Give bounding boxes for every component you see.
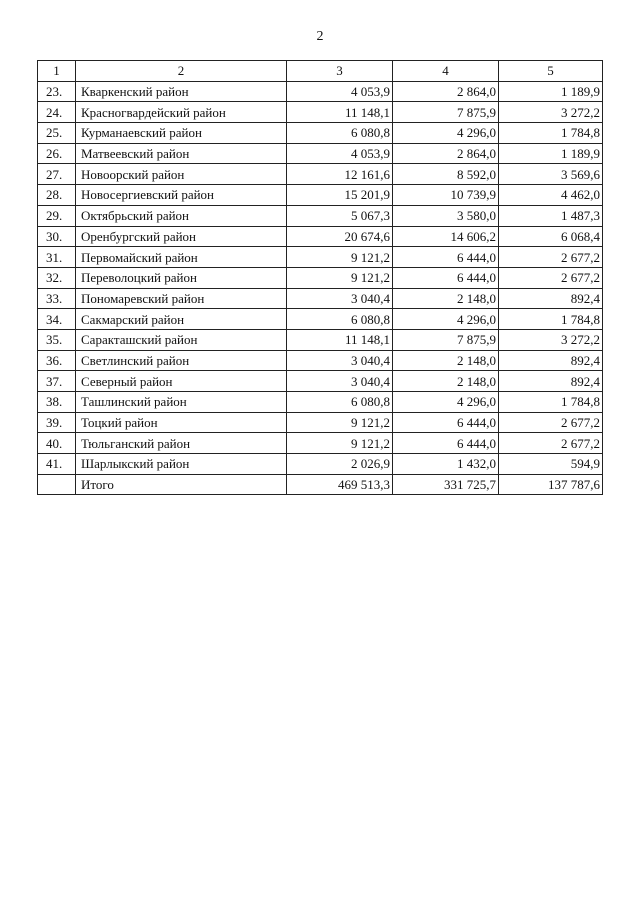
total-label: Итого — [76, 474, 287, 495]
header-row — [38, 61, 603, 82]
column-header: 3 — [287, 61, 393, 82]
value-col-4: 3 580,0 — [393, 205, 499, 226]
value-col-4: 8 592,0 — [393, 164, 499, 185]
table-row — [38, 143, 603, 164]
district-name: Тюльганский район — [76, 433, 287, 454]
value-col-3: 12 161,6 — [287, 164, 393, 185]
district-name: Саракташский район — [76, 329, 287, 350]
value-col-5: 2 677,2 — [499, 247, 603, 268]
district-name: Первомайский район — [76, 247, 287, 268]
total-col-5: 137 787,6 — [499, 474, 603, 495]
table-row — [38, 247, 603, 268]
value-col-5: 3 272,2 — [499, 102, 603, 123]
district-name: Новосергиевский район — [76, 185, 287, 206]
row-number: 33. — [38, 288, 76, 309]
value-col-3: 9 121,2 — [287, 412, 393, 433]
column-header: 4 — [393, 61, 499, 82]
row-number: 40. — [38, 433, 76, 454]
district-name: Ташлинский район — [76, 392, 287, 413]
district-name: Пономаревский район — [76, 288, 287, 309]
value-col-5: 892,4 — [499, 371, 603, 392]
value-col-4: 1 432,0 — [393, 454, 499, 475]
value-col-5: 892,4 — [499, 350, 603, 371]
value-col-4: 10 739,9 — [393, 185, 499, 206]
value-col-4: 2 148,0 — [393, 350, 499, 371]
district-name: Матвеевский район — [76, 143, 287, 164]
district-name: Новоорский район — [76, 164, 287, 185]
value-col-5: 3 272,2 — [499, 329, 603, 350]
value-col-5: 1 784,8 — [499, 392, 603, 413]
row-number: 24. — [38, 102, 76, 123]
value-col-3: 4 053,9 — [287, 81, 393, 102]
column-header: 2 — [76, 61, 287, 82]
table-row — [38, 81, 603, 102]
district-name: Красногвардейский район — [76, 102, 287, 123]
value-col-5: 1 189,9 — [499, 81, 603, 102]
value-col-3: 5 067,3 — [287, 205, 393, 226]
value-col-3: 9 121,2 — [287, 433, 393, 454]
total-col-4: 331 725,7 — [393, 474, 499, 495]
value-col-5: 1 784,8 — [499, 309, 603, 330]
row-number: 29. — [38, 205, 76, 226]
value-col-3: 9 121,2 — [287, 247, 393, 268]
value-col-5: 2 677,2 — [499, 433, 603, 454]
value-col-5: 4 462,0 — [499, 185, 603, 206]
table-row — [38, 288, 603, 309]
value-col-5: 1 487,3 — [499, 205, 603, 226]
table-body — [38, 61, 603, 495]
page-number: 2 — [316, 29, 324, 44]
value-col-4: 6 444,0 — [393, 247, 499, 268]
district-name: Переволоцкий район — [76, 267, 287, 288]
value-col-4: 7 875,9 — [393, 329, 499, 350]
district-name: Кваркенский район — [76, 81, 287, 102]
value-col-4: 6 444,0 — [393, 433, 499, 454]
value-col-3: 3 040,4 — [287, 371, 393, 392]
value-col-4: 14 606,2 — [393, 226, 499, 247]
data-table — [37, 60, 603, 495]
district-name: Курманаевский район — [76, 123, 287, 144]
total-row — [38, 474, 603, 495]
row-number: 30. — [38, 226, 76, 247]
district-name: Оренбургский район — [76, 226, 287, 247]
row-number: 37. — [38, 371, 76, 392]
table-row — [38, 102, 603, 123]
row-number: 31. — [38, 247, 76, 268]
value-col-4: 6 444,0 — [393, 267, 499, 288]
row-number: 41. — [38, 454, 76, 475]
row-number: 32. — [38, 267, 76, 288]
column-header: 1 — [38, 61, 76, 82]
value-col-5: 892,4 — [499, 288, 603, 309]
value-col-4: 6 444,0 — [393, 412, 499, 433]
value-col-4: 7 875,9 — [393, 102, 499, 123]
table-row — [38, 433, 603, 454]
value-col-3: 11 148,1 — [287, 102, 393, 123]
value-col-3: 6 080,8 — [287, 392, 393, 413]
value-col-4: 2 148,0 — [393, 288, 499, 309]
row-number: 28. — [38, 185, 76, 206]
value-col-3: 2 026,9 — [287, 454, 393, 475]
value-col-3: 11 148,1 — [287, 329, 393, 350]
value-col-3: 9 121,2 — [287, 267, 393, 288]
district-name: Шарлыкский район — [76, 454, 287, 475]
district-name: Северный район — [76, 371, 287, 392]
district-name: Октябрьский район — [76, 205, 287, 226]
value-col-5: 3 569,6 — [499, 164, 603, 185]
value-col-3: 3 040,4 — [287, 350, 393, 371]
value-col-4: 4 296,0 — [393, 309, 499, 330]
row-number: 34. — [38, 309, 76, 330]
table-row — [38, 371, 603, 392]
row-number: 25. — [38, 123, 76, 144]
table-row — [38, 123, 603, 144]
table-row — [38, 309, 603, 330]
value-col-5: 1 784,8 — [499, 123, 603, 144]
value-col-5: 1 189,9 — [499, 143, 603, 164]
row-number: 36. — [38, 350, 76, 371]
table-row — [38, 454, 603, 475]
table-row — [38, 205, 603, 226]
value-col-5: 2 677,2 — [499, 412, 603, 433]
value-col-4: 2 864,0 — [393, 143, 499, 164]
value-col-5: 6 068,4 — [499, 226, 603, 247]
district-name: Светлинский район — [76, 350, 287, 371]
total-number — [38, 474, 76, 495]
total-col-3: 469 513,3 — [287, 474, 393, 495]
row-number: 39. — [38, 412, 76, 433]
table-row — [38, 392, 603, 413]
value-col-5: 594,9 — [499, 454, 603, 475]
value-col-4: 4 296,0 — [393, 392, 499, 413]
row-number: 38. — [38, 392, 76, 413]
table-row — [38, 185, 603, 206]
district-name: Сакмарский район — [76, 309, 287, 330]
table-row — [38, 226, 603, 247]
value-col-3: 6 080,8 — [287, 309, 393, 330]
value-col-3: 6 080,8 — [287, 123, 393, 144]
table-row — [38, 329, 603, 350]
row-number: 26. — [38, 143, 76, 164]
row-number: 27. — [38, 164, 76, 185]
value-col-3: 4 053,9 — [287, 143, 393, 164]
value-col-5: 2 677,2 — [499, 267, 603, 288]
column-header: 5 — [499, 61, 603, 82]
value-col-3: 3 040,4 — [287, 288, 393, 309]
value-col-3: 20 674,6 — [287, 226, 393, 247]
value-col-4: 2 864,0 — [393, 81, 499, 102]
value-col-4: 4 296,0 — [393, 123, 499, 144]
row-number: 35. — [38, 329, 76, 350]
row-number: 23. — [38, 81, 76, 102]
table-row — [38, 164, 603, 185]
table-row — [38, 350, 603, 371]
table-row — [38, 412, 603, 433]
value-col-3: 15 201,9 — [287, 185, 393, 206]
table-row — [38, 267, 603, 288]
value-col-4: 2 148,0 — [393, 371, 499, 392]
district-name: Тоцкий район — [76, 412, 287, 433]
